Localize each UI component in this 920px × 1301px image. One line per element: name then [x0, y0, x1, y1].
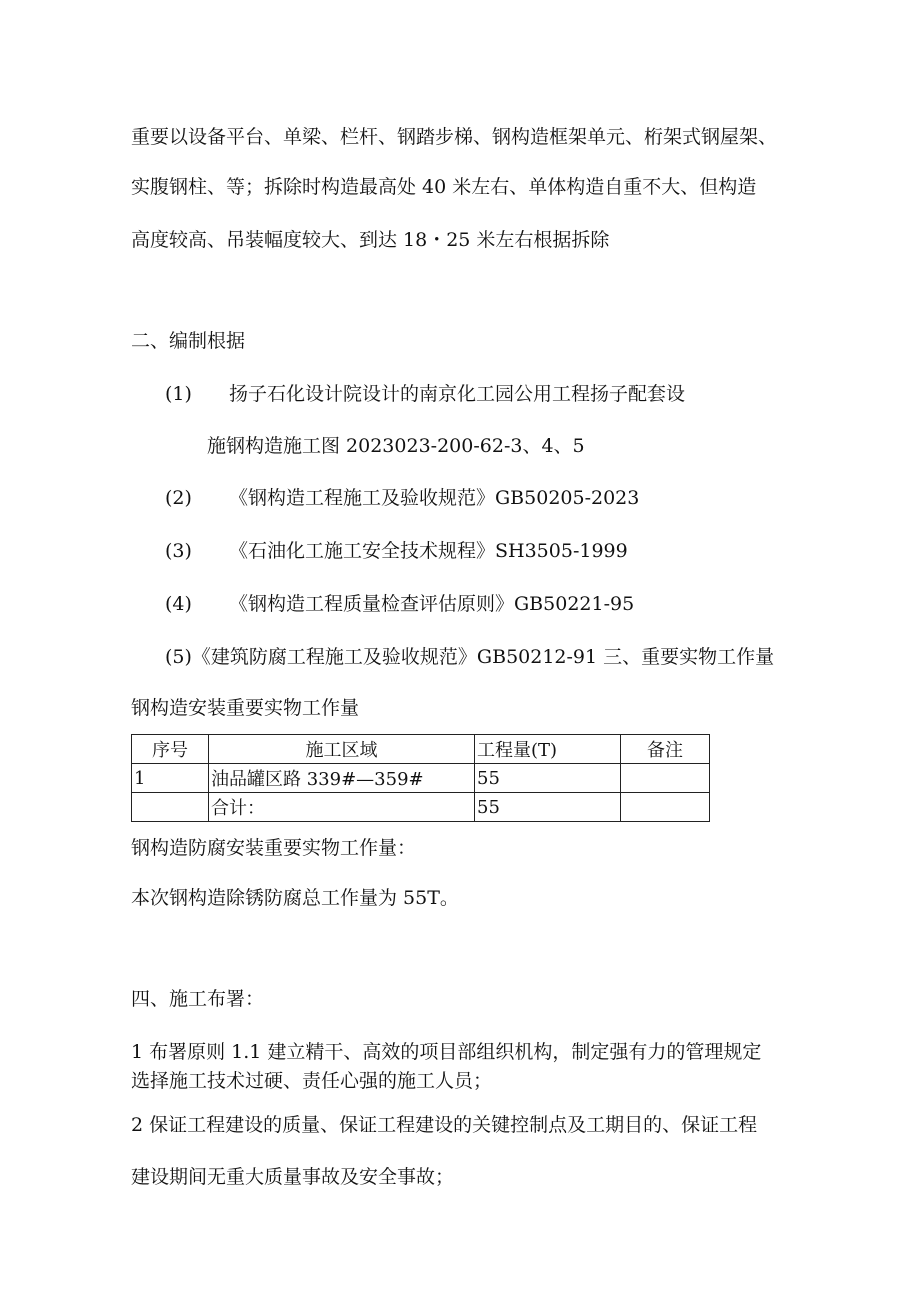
section-4-paragraph-1-line-1: 1 布署原则 1.1 建立精干、高效的项目部组织机构，制定强有力的管理规定 [131, 1041, 762, 1063]
table-cell-serial [132, 793, 209, 822]
table-cell-area: 油品罐区路 339#—359# [209, 764, 475, 793]
reference-item-text: 扬子石化设计院设计的南京化工园公用工程扬子配套设 [229, 383, 686, 405]
reference-item-text: 《钢构造工程质量检查评估原则》GB50221-95 [229, 593, 635, 615]
reference-item-text: 《钢构造工程施工及验收规范》GB50205-2023 [229, 487, 640, 509]
reference-item-1-continued: 施钢构造施工图 2023023-200-62-3、4、5 [207, 435, 585, 457]
reference-item-number: (4) [165, 593, 192, 615]
reference-item-3 [165, 542, 628, 561]
intro-line-1: 重要以设备平台、单梁、栏杆、钢踏步梯、钢构造框架单元、桁架式钢屋架、 [131, 126, 778, 148]
table-cell-quantity: 55 [475, 793, 621, 822]
column-header-serial: 序号 [132, 735, 209, 764]
reference-item-1 [165, 385, 685, 404]
section-4-paragraph-1-line-2: 选择施工技术过硬、责任心强的施工人员； [131, 1070, 493, 1092]
reference-item-4 [165, 595, 634, 614]
table-cell-quantity: 55 [475, 764, 621, 793]
intro-line-3: 高度较高、吊装幅度较大、到达 18・25 米左右根据拆除 [131, 229, 610, 251]
table-row-total [132, 793, 710, 822]
reference-item-5 [165, 648, 774, 667]
reference-item-text: 《建筑防腐工程施工及验收规范》GB50212-91 三、重要实物工作量 [191, 646, 775, 668]
anticorrosion-total: 本次钢构造除锈防腐总工作量为 55T。 [131, 887, 459, 909]
section-4-heading: 四、施工布署： [131, 988, 265, 1010]
table-cell-remarks [621, 764, 710, 793]
table-cell-remarks [621, 793, 710, 822]
workload-table [131, 734, 710, 822]
intro-line-2: 实腹钢柱、等；拆除时构造最高处 40 米左右、单体构造自重不大、但构造 [131, 176, 757, 198]
section-2-heading: 二、编制根据 [131, 330, 246, 352]
anticorrosion-caption: 钢构造防腐安装重要实物工作量： [131, 837, 417, 859]
table-cell-serial: 1 [132, 764, 209, 793]
reference-item-number: (3) [165, 540, 192, 562]
reference-item-number: (2) [165, 487, 192, 509]
table-caption: 钢构造安装重要实物工作量 [131, 697, 360, 719]
section-4-paragraph-2-line-2: 建设期间无重大质量事故及安全事故； [131, 1166, 455, 1188]
table-row [132, 764, 710, 793]
reference-item-2 [165, 489, 639, 508]
column-header-quantity: 工程量(T) [475, 735, 621, 764]
table-header-row [132, 735, 710, 764]
section-4-paragraph-2-line-1: 2 保证工程建设的质量、保证工程建设的关键控制点及工期目的、保证工程 [131, 1114, 758, 1136]
column-header-remarks: 备注 [621, 735, 710, 764]
reference-item-text: 《石油化工施工安全技术规程》SH3505-1999 [229, 540, 628, 562]
reference-item-number: (5) [165, 646, 192, 668]
table-cell-area: 合计： [209, 793, 475, 822]
reference-item-number: (1) [165, 383, 192, 405]
column-header-area: 施工区域 [209, 735, 475, 764]
